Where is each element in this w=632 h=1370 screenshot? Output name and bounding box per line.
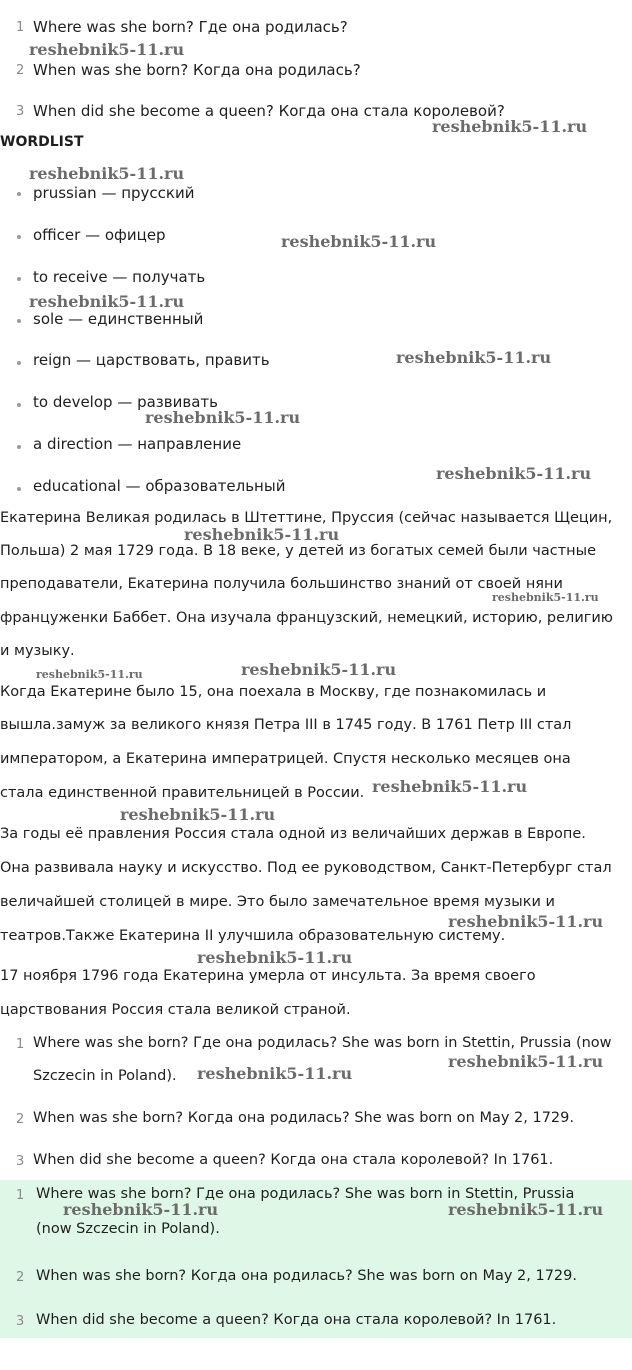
question-number: 2	[16, 63, 25, 78]
answer-text: When was she born? Когда она родилась? She was born on May 2, 1729.	[36, 1268, 577, 1284]
watermark: reshebnik5-11.ru	[197, 948, 353, 967]
paragraph-line: Когда Екатерине было 15, она поехала в Москву, где познакомилась и	[0, 684, 547, 700]
watermark: reshebnik5-11.ru	[436, 464, 592, 483]
paragraph-line: вышла.замуж за великого князя Петра III в 1745 году. В 1761 Петр III стал	[0, 717, 572, 733]
answer-text: Szczecin in Poland).	[33, 1068, 177, 1084]
watermark: reshebnik5-11.ru	[448, 912, 604, 931]
bullet-icon	[17, 277, 21, 281]
answer-text: When did she become a queen? Когда она стала королевой? In 1761.	[36, 1312, 557, 1328]
answer-number: 3	[16, 1314, 25, 1329]
watermark: reshebnik5-11.ru	[145, 408, 301, 427]
paragraph-line: театров.Также Екатерина II улучшила образовательную систему.	[0, 928, 506, 944]
wordlist-item: to receive — получать	[33, 268, 206, 286]
bullet-icon	[17, 445, 21, 449]
answer-text: (now Szczecin in Poland).	[36, 1221, 220, 1237]
question-text: When was she born? Когда она родилась?	[33, 61, 361, 79]
wordlist-item: reign — царствовать, править	[33, 351, 270, 369]
paragraph-line: За годы её правления Россия стала одной из величайших держав в Европе.	[0, 826, 586, 842]
paragraph-line: императором, а Екатерина императрицей. Спустя несколько месяцев она	[0, 751, 571, 767]
watermark: reshebnik5-11.ru	[396, 348, 552, 367]
answer-number: 2	[16, 1112, 25, 1127]
question-number: 3	[16, 104, 25, 119]
answer-text: When was she born? Когда она родилась? She was born on May 2, 1729.	[33, 1110, 574, 1126]
answer-number: 1	[16, 1037, 25, 1052]
watermark: reshebnik5-11.ru	[281, 232, 437, 251]
answer-number: 3	[16, 1154, 25, 1169]
paragraph-line: 17 ноября 1796 года Екатерина умерла от инсульта. За время своего	[0, 968, 536, 984]
bullet-icon	[17, 235, 21, 239]
watermark: reshebnik5-11.ru	[29, 292, 185, 311]
watermark: reshebnik5-11.ru	[492, 591, 599, 604]
wordlist-item: sole — единственный	[33, 310, 204, 328]
wordlist-item: prussian — прусский	[33, 184, 195, 202]
bullet-icon	[17, 403, 21, 407]
paragraph-line: Екатерина Великая родилась в Штеттине, Пруссия (сейчас называется Щецин,	[0, 510, 613, 526]
paragraph-line: Она развивала науку и искусство. Под ее руководством, Санкт-Петербург стал	[0, 860, 612, 876]
paragraph-line: и музыку.	[0, 643, 75, 659]
watermark: reshebnik5-11.ru	[448, 1200, 604, 1219]
wordlist-item: a direction — направление	[33, 435, 242, 453]
watermark: reshebnik5-11.ru	[29, 164, 185, 183]
watermark: reshebnik5-11.ru	[29, 40, 185, 59]
paragraph-line: преподаватели, Екатерина получила большинство знаний от своей няни	[0, 576, 563, 592]
wordlist-item: to develop — развивать	[33, 393, 218, 411]
answer-text: Where was she born? Где она родилась? She was born in Stettin, Prussia (now	[33, 1035, 612, 1051]
watermark: reshebnik5-11.ru	[432, 117, 588, 136]
watermark: reshebnik5-11.ru	[63, 1200, 219, 1219]
wordlist-heading: WORDLIST	[0, 134, 84, 150]
paragraph-line: француженки Баббет. Она изучала французский, немецкий, историю, религию	[0, 610, 614, 626]
watermark: reshebnik5-11.ru	[372, 777, 528, 796]
bullet-icon	[17, 487, 21, 491]
paragraph-line: стала единственной правительницей в России.	[0, 785, 365, 801]
paragraph-line: Польша) 2 мая 1729 года. В 18 веке, у детей из богатых семей были частные	[0, 543, 596, 559]
watermark: reshebnik5-11.ru	[241, 660, 397, 679]
paragraph-line: царствования Россия стала великой страной.	[0, 1002, 351, 1018]
paragraph-line: величайшей столицей в мире. Это было замечательное время музыки и	[0, 894, 555, 910]
question-text: Where was she born? Где она родилась?	[33, 18, 348, 36]
question-text: When did she become a queen? Когда она стала королевой?	[33, 102, 505, 120]
question-number: 1	[16, 20, 25, 35]
answer-text: When did she become a queen? Когда она стала королевой? In 1761.	[33, 1152, 554, 1168]
answer-number: 2	[16, 1270, 25, 1285]
bullet-icon	[17, 192, 21, 196]
answer-text: Where was she born? Где она родилась? She was born in Stettin, Prussia	[36, 1186, 575, 1202]
watermark: reshebnik5-11.ru	[36, 668, 143, 681]
wordlist-item: educational — образовательный	[33, 477, 286, 495]
bullet-icon	[17, 319, 21, 323]
watermark: reshebnik5-11.ru	[197, 1064, 353, 1083]
watermark: reshebnik5-11.ru	[184, 525, 340, 544]
watermark: reshebnik5-11.ru	[448, 1052, 604, 1071]
watermark: reshebnik5-11.ru	[120, 805, 276, 824]
wordlist-item: officer — офицер	[33, 226, 166, 244]
answer-number: 1	[16, 1188, 25, 1203]
bullet-icon	[17, 361, 21, 365]
